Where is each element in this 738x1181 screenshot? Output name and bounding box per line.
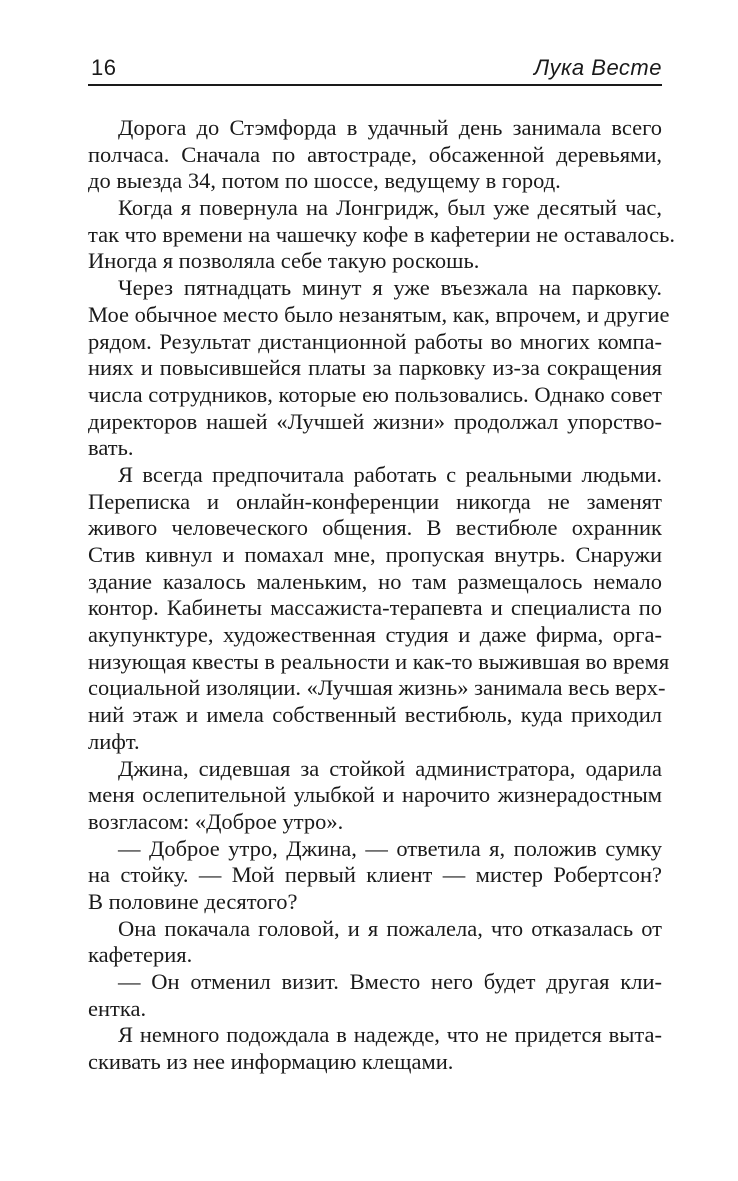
text-line: директоров нашей «Лучшей жизни» продолжал упорство- [88, 408, 662, 434]
page-number: 16 [91, 55, 117, 80]
text-line: низующая квесты в реальности и как-то выжившая во время [88, 648, 670, 674]
text-line: контор. Кабинеты массажиста-терапевта и специалиста по [88, 595, 662, 621]
page-header [88, 50, 662, 86]
text-line: рядом. Результат дистанционной работы во многих компа- [88, 328, 662, 354]
paragraph [88, 275, 670, 462]
text-line: возгласом: «Доброе утро». [88, 808, 344, 834]
paragraph [88, 836, 662, 916]
text-line: Стив кивнул и помахал мне, пропуская внутрь. Снаружи [88, 542, 662, 567]
paragraph [88, 195, 676, 275]
text-line: скивать из нее информацию клещами. [88, 1049, 454, 1075]
paragraph [88, 115, 662, 195]
text-line: на стойку. — Мой первый клиент — мистер Робертсон? [88, 862, 662, 888]
text-line: вать. [88, 435, 134, 461]
text-line: так что времени на чашечку кофе в кафетерии не оставалось. [88, 221, 676, 247]
paragraph [88, 1022, 662, 1075]
text-line: ниях и повысившейся платы за парковку из-за сокращения [88, 355, 662, 381]
text-line: до выезда 34, потом по шоссе, ведущему в город. [88, 168, 561, 194]
text-line: Она покачала головой, и я пожалела, что отказалась от [118, 915, 662, 941]
text-line: — Он отменил визит. Вместо него будет другая кли- [118, 969, 662, 994]
paragraph [88, 916, 662, 969]
text-line: Дорога до Стэмфорда в удачный день занимала всего [118, 115, 662, 140]
text-line: Мое обычное место было незанятым, как, впрочем, и другие [88, 301, 670, 327]
text-line: числа сотрудников, которые ею пользовались. Однако совет [88, 381, 662, 407]
text-line: кафетерия. [88, 942, 193, 968]
paragraph [88, 969, 662, 1022]
text-line: акупунктуре, художественная студия и даже фирма, орга- [88, 622, 662, 648]
text-line: Иногда я позволяла себе такую роскошь. [88, 248, 480, 274]
text-line: здание казалось маленьким, но там размещалось немало [88, 568, 662, 594]
text-line: меня ослепительной улыбкой и нарочито жизнерадостным [88, 782, 662, 808]
text-line: Джина, сидевшая за стойкой администратора, одарила [118, 755, 662, 781]
text-line: ний этаж и имела собственный вестибюль, куда приходил [88, 702, 662, 728]
body-text [88, 115, 676, 1076]
paragraph [88, 461, 670, 756]
text-line: Я немного подождала в надежде, что не придется выта- [118, 1022, 662, 1048]
text-line: Когда я повернула на Лонгридж, был уже десятый час, [118, 195, 662, 221]
text-line: социальной изоляции. «Лучшая жизнь» занимала весь верх- [88, 675, 666, 701]
text-line: ентка. [88, 995, 147, 1021]
text-line: живого человеческого общения. В вестибюле охранник [88, 515, 662, 541]
running-title: Лука Весте [533, 55, 662, 80]
text-line: Переписка и онлайн-конференции никогда не заменят [88, 488, 662, 514]
text-line: Через пятнадцать минут я уже въезжала на парковку. [118, 275, 662, 301]
paragraph [88, 756, 662, 836]
text-line: полчаса. Сначала по автостраде, обсаженной деревьями, [88, 141, 662, 167]
text-line: Я всегда предпочитала работать с реальными людьми. [118, 461, 662, 487]
text-line: — Доброе утро, Джина, — ответила я, положив сумку [118, 835, 662, 861]
text-line: лифт. [88, 728, 140, 754]
text-line: В половине десятого? [88, 888, 298, 914]
